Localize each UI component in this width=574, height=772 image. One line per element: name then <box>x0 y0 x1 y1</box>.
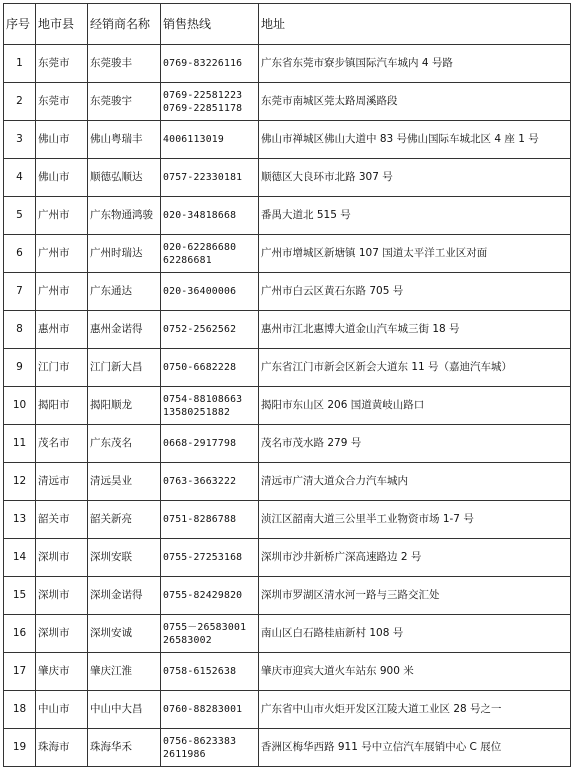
cell-address: 广州市白云区黄石东路 705 号 <box>259 273 571 311</box>
table-row <box>4 349 571 387</box>
header-row <box>4 4 571 45</box>
cell-address: 清远市广清大道众合力汽车城内 <box>259 463 571 501</box>
cell-phone <box>161 691 259 729</box>
table-row <box>4 83 571 121</box>
cell-num: 4 <box>4 159 36 197</box>
cell-dealer: 清远昊业 <box>88 463 161 501</box>
phone-number: 0755－26583001 <box>163 621 247 633</box>
table-row <box>4 273 571 311</box>
cell-phone <box>161 197 259 235</box>
cell-dealer: 东莞骏宇 <box>88 83 161 121</box>
table-row <box>4 539 571 577</box>
table-row <box>4 729 571 767</box>
cell-phone <box>161 387 259 425</box>
cell-phone <box>161 729 259 767</box>
cell-city: 中山市 <box>36 691 88 729</box>
table-row <box>4 501 571 539</box>
cell-address: 惠州市江北惠博大道金山汽车城三街 18 号 <box>259 311 571 349</box>
cell-city: 广州市 <box>36 273 88 311</box>
phone-number: 0756-8623383 <box>163 735 237 747</box>
cell-phone <box>161 273 259 311</box>
phone-number: 0751-8286788 <box>163 514 237 525</box>
cell-address: 佛山市禅城区佛山大道中 83 号佛山国际车城北区 4 座 1 号 <box>259 121 571 159</box>
cell-city: 韶关市 <box>36 501 88 539</box>
cell-address: 顺德区大良环市北路 307 号 <box>259 159 571 197</box>
phone-number: 020-62286680 <box>163 241 237 253</box>
cell-address: 广东省江门市新会区新会大道东 11 号（嘉迪汽车城） <box>259 349 571 387</box>
table-row <box>4 159 571 197</box>
phone-number: 0760-88283001 <box>163 704 243 715</box>
cell-dealer: 珠海华禾 <box>88 729 161 767</box>
phone-number: 0750-6682228 <box>163 362 237 373</box>
phone-number: 0757-22330181 <box>163 172 243 183</box>
cell-dealer: 广东物通鸿骏 <box>88 197 161 235</box>
phone-number: 26583002 <box>163 634 212 646</box>
cell-phone <box>161 349 259 387</box>
dealer-table <box>3 3 571 767</box>
header-dealer: 经销商名称 <box>88 4 161 45</box>
cell-city: 揭阳市 <box>36 387 88 425</box>
cell-num: 19 <box>4 729 36 767</box>
cell-num: 13 <box>4 501 36 539</box>
cell-address: 肇庆市迎宾大道火车站东 900 米 <box>259 653 571 691</box>
phone-number: 0755-82429820 <box>163 590 243 601</box>
cell-address: 番禺大道北 515 号 <box>259 197 571 235</box>
table-row <box>4 577 571 615</box>
cell-dealer: 韶关新亮 <box>88 501 161 539</box>
phone-number: 0763-3663222 <box>163 476 237 487</box>
cell-phone <box>161 159 259 197</box>
cell-city: 东莞市 <box>36 45 88 83</box>
table-row <box>4 691 571 729</box>
cell-city: 广州市 <box>36 235 88 273</box>
phone-number: 0668-2917798 <box>163 438 237 449</box>
cell-city: 茂名市 <box>36 425 88 463</box>
phone-number: 13580251882 <box>163 406 231 418</box>
cell-city: 江门市 <box>36 349 88 387</box>
cell-phone <box>161 539 259 577</box>
cell-phone <box>161 501 259 539</box>
cell-num: 15 <box>4 577 36 615</box>
cell-city: 佛山市 <box>36 121 88 159</box>
cell-num: 18 <box>4 691 36 729</box>
phone-number: 62286681 <box>163 254 212 266</box>
cell-num: 9 <box>4 349 36 387</box>
phone-number: 0755-27253168 <box>163 552 243 563</box>
header-num: 序号 <box>4 4 36 45</box>
cell-dealer: 中山中大昌 <box>88 691 161 729</box>
phone-number: 0769-83226116 <box>163 58 243 69</box>
cell-dealer: 顺德弘顺达 <box>88 159 161 197</box>
cell-num: 1 <box>4 45 36 83</box>
cell-city: 广州市 <box>36 197 88 235</box>
phone-number: 0758-6152638 <box>163 666 237 677</box>
cell-num: 11 <box>4 425 36 463</box>
cell-dealer: 深圳金诺得 <box>88 577 161 615</box>
cell-city: 东莞市 <box>36 83 88 121</box>
cell-address: 茂名市茂水路 279 号 <box>259 425 571 463</box>
cell-address: 深圳市罗湖区清水河一路与三路交汇处 <box>259 577 571 615</box>
cell-dealer: 江门新大昌 <box>88 349 161 387</box>
header-phone: 销售热线 <box>161 4 259 45</box>
cell-num: 17 <box>4 653 36 691</box>
cell-city: 深圳市 <box>36 539 88 577</box>
cell-address: 广东省中山市火炬开发区江陵大道工业区 28 号之一 <box>259 691 571 729</box>
phone-number: 020-34818668 <box>163 210 237 221</box>
phone-number: 020-36400006 <box>163 286 237 297</box>
table-row <box>4 121 571 159</box>
cell-city: 深圳市 <box>36 577 88 615</box>
cell-dealer: 肇庆江淮 <box>88 653 161 691</box>
cell-city: 佛山市 <box>36 159 88 197</box>
header-city: 地市县 <box>36 4 88 45</box>
cell-num: 8 <box>4 311 36 349</box>
table-row <box>4 615 571 653</box>
cell-phone <box>161 615 259 653</box>
cell-address: 浈江区韶南大道三公里半工业物资市场 1-7 号 <box>259 501 571 539</box>
cell-address: 深圳市沙井新桥广深高速路边 2 号 <box>259 539 571 577</box>
cell-city: 珠海市 <box>36 729 88 767</box>
table-row <box>4 45 571 83</box>
cell-num: 5 <box>4 197 36 235</box>
cell-dealer: 东莞骏丰 <box>88 45 161 83</box>
cell-dealer: 深圳安联 <box>88 539 161 577</box>
cell-dealer: 广东茂名 <box>88 425 161 463</box>
cell-num: 12 <box>4 463 36 501</box>
cell-dealer: 揭阳顺龙 <box>88 387 161 425</box>
cell-phone <box>161 311 259 349</box>
cell-phone <box>161 235 259 273</box>
phone-number: 2611986 <box>163 748 206 760</box>
cell-address: 揭阳市东山区 206 国道黄岐山路口 <box>259 387 571 425</box>
cell-phone <box>161 463 259 501</box>
cell-city: 惠州市 <box>36 311 88 349</box>
table-row <box>4 311 571 349</box>
phone-number: 4006113019 <box>163 134 224 145</box>
phone-number: 0754-88108663 <box>163 393 243 405</box>
cell-address: 东莞市南城区莞太路周溪路段 <box>259 83 571 121</box>
table-row <box>4 387 571 425</box>
cell-phone <box>161 121 259 159</box>
table-row <box>4 653 571 691</box>
cell-phone <box>161 425 259 463</box>
phone-number: 0769-22851178 <box>163 102 243 114</box>
cell-num: 16 <box>4 615 36 653</box>
table-row <box>4 235 571 273</box>
cell-num: 2 <box>4 83 36 121</box>
cell-phone <box>161 45 259 83</box>
cell-address: 南山区白石路桂庙新村 108 号 <box>259 615 571 653</box>
table-row <box>4 463 571 501</box>
cell-num: 6 <box>4 235 36 273</box>
cell-phone <box>161 653 259 691</box>
cell-num: 14 <box>4 539 36 577</box>
cell-city: 清远市 <box>36 463 88 501</box>
cell-num: 10 <box>4 387 36 425</box>
cell-city: 肇庆市 <box>36 653 88 691</box>
cell-city: 深圳市 <box>36 615 88 653</box>
cell-dealer: 佛山粤瑞丰 <box>88 121 161 159</box>
table-row <box>4 425 571 463</box>
cell-dealer: 广州时瑞达 <box>88 235 161 273</box>
cell-num: 3 <box>4 121 36 159</box>
cell-address: 广东省东莞市寮步镇国际汽车城内 4 号路 <box>259 45 571 83</box>
table-row <box>4 197 571 235</box>
phone-number: 0752-2562562 <box>163 324 237 335</box>
cell-num: 7 <box>4 273 36 311</box>
phone-number: 0769-22581223 <box>163 89 243 101</box>
cell-phone <box>161 577 259 615</box>
cell-address: 香洲区梅华西路 911 号中立信汽车展销中心 C 展位 <box>259 729 571 767</box>
header-address: 地址 <box>259 4 571 45</box>
cell-dealer: 惠州金诺得 <box>88 311 161 349</box>
cell-phone <box>161 83 259 121</box>
cell-dealer: 深圳安诚 <box>88 615 161 653</box>
cell-address: 广州市增城区新塘镇 107 国道太平洋工业区对面 <box>259 235 571 273</box>
cell-dealer: 广东通达 <box>88 273 161 311</box>
